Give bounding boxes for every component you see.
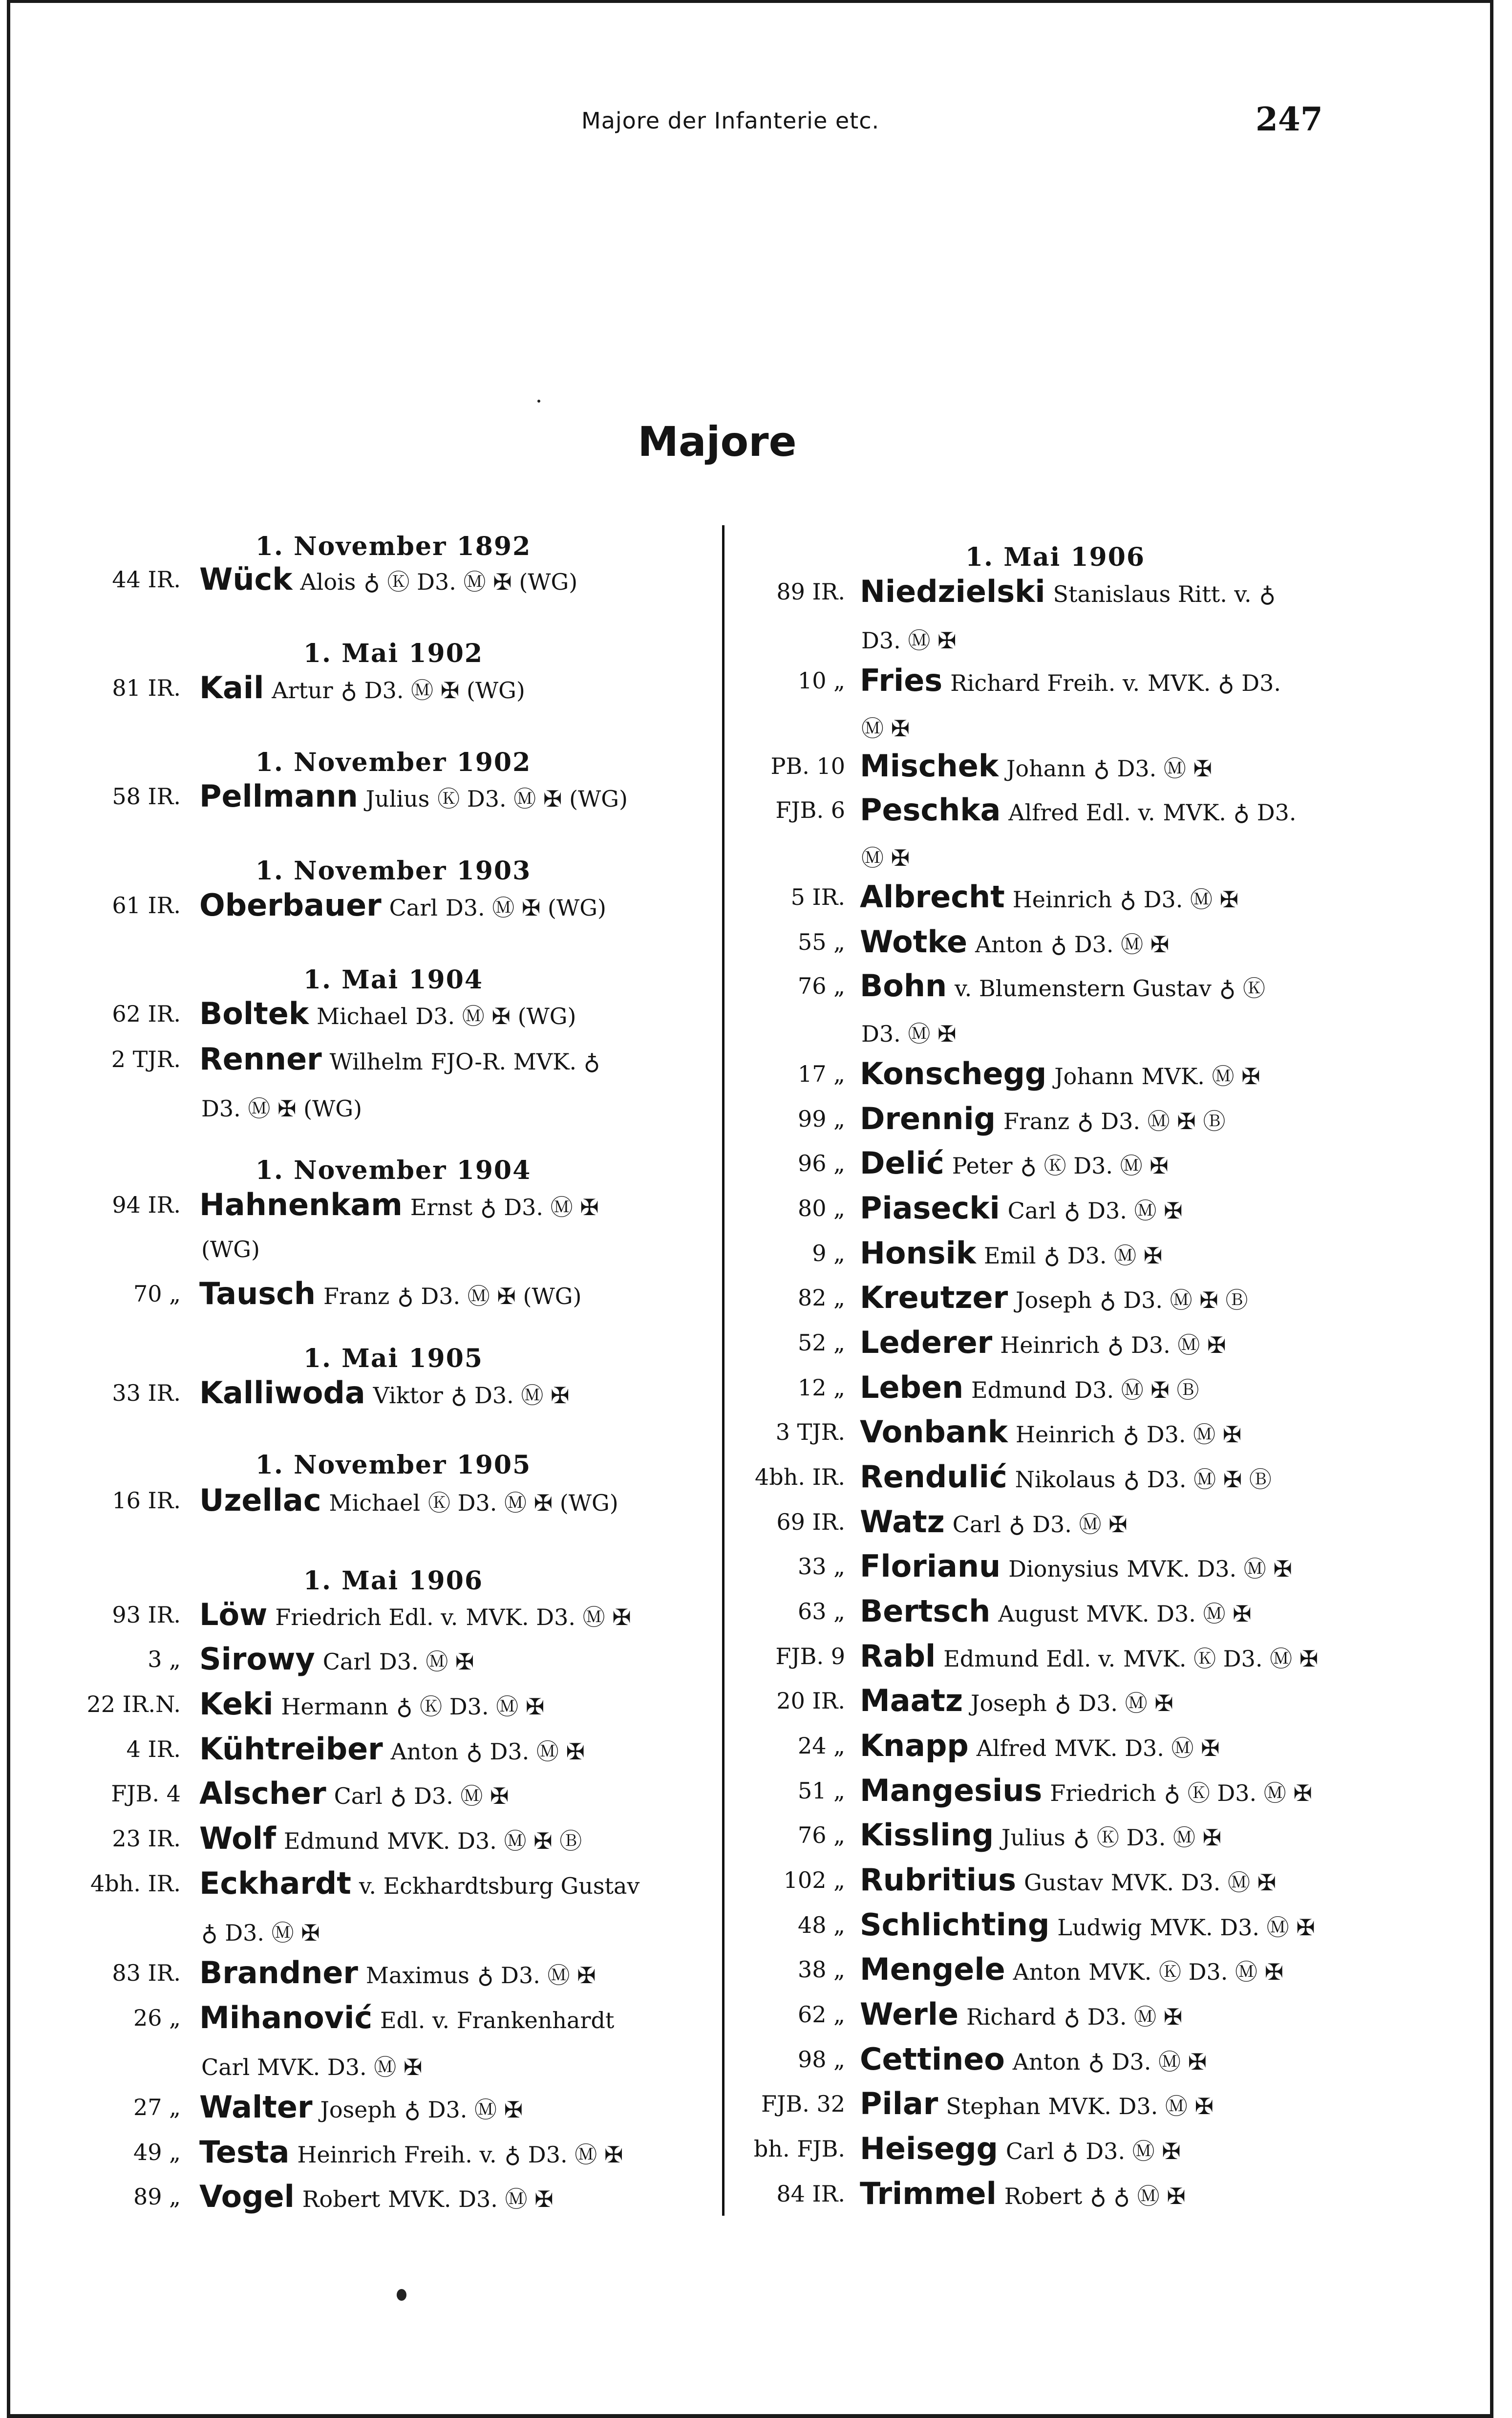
surname: Delić bbox=[860, 1145, 944, 1181]
unit-label: 9 „ bbox=[812, 1240, 845, 1266]
unit-label: 61 IR. bbox=[112, 892, 181, 919]
surname: Wolf bbox=[199, 1820, 276, 1856]
awards: ♁ D3. Ⓜ ✠ bbox=[1054, 1690, 1173, 1716]
given-name: Peter bbox=[952, 1153, 1013, 1179]
surname: Pellmann bbox=[199, 778, 358, 814]
awards: ♁ D3. Ⓜ ✠ bbox=[450, 1382, 570, 1409]
awards: ♁ D3. Ⓜ ✠ Ⓑ bbox=[1100, 1287, 1248, 1313]
awards: MVK. D3. Ⓜ ✠ bbox=[1127, 1556, 1292, 1582]
date-heading: 1. Mai 1906 bbox=[303, 1566, 484, 1596]
surname: Kissling bbox=[860, 1817, 994, 1853]
awards: MVK. D3. Ⓜ ✠ bbox=[388, 2186, 554, 2212]
scan-border-right bbox=[1490, 0, 1493, 2418]
awards: ♁ D3. Ⓜ ✠ bbox=[1064, 2004, 1183, 2030]
surname: Trimmel bbox=[860, 2176, 997, 2211]
unit-label: 26 „ bbox=[133, 2005, 181, 2031]
surname: Hahnenkam bbox=[199, 1187, 403, 1222]
date-heading: 1. November 1902 bbox=[255, 748, 532, 777]
awards: ♁ D3. Ⓜ ✠ bbox=[1093, 755, 1213, 782]
given-name: Artur bbox=[272, 677, 333, 704]
given-name: Richard bbox=[966, 2004, 1056, 2030]
given-name: Franz bbox=[1003, 1108, 1070, 1134]
awards: ♁ Ⓚ D3. Ⓜ ✠ bbox=[1020, 1153, 1169, 1179]
awards: ♁ D3. Ⓜ ✠ bbox=[1043, 1242, 1163, 1269]
surname: Kalliwoda bbox=[199, 1375, 365, 1411]
surname: Knapp bbox=[860, 1728, 969, 1763]
entry-continuation: (WG) bbox=[201, 1236, 260, 1262]
awards: MVK. ♁ D3. bbox=[1163, 799, 1297, 826]
awards: MVK. D3. Ⓜ ✠ bbox=[466, 1604, 631, 1630]
surname: Pilar bbox=[860, 2086, 938, 2121]
given-name: Alois bbox=[300, 569, 356, 595]
awards: ♁ D3. Ⓜ ✠ Ⓑ bbox=[1123, 1466, 1272, 1493]
unit-label: 4bh. IR. bbox=[90, 1870, 181, 1897]
given-name: August bbox=[998, 1601, 1079, 1627]
unit-label: 99 „ bbox=[798, 1106, 845, 1132]
given-name: Heinrich Freih. v. bbox=[297, 2141, 497, 2168]
given-name: Friedrich Edl. v. bbox=[275, 1604, 458, 1630]
entry-continuation: Carl MVK. D3. Ⓜ ✠ bbox=[201, 2054, 423, 2080]
entry-continuation: Ⓜ ✠ bbox=[861, 715, 910, 742]
unit-label: 96 „ bbox=[798, 1150, 845, 1177]
surname: Maatz bbox=[860, 1683, 963, 1718]
awards: ♁ D3. Ⓜ ✠ bbox=[1107, 1332, 1226, 1358]
given-name: Alfred Edl. v. bbox=[1008, 799, 1155, 826]
unit-label: 89 IR. bbox=[776, 578, 845, 605]
awards: MVK. D3. Ⓜ ✠ bbox=[1054, 1735, 1220, 1761]
given-name: Edl. v. Frankenhardt bbox=[380, 2007, 615, 2033]
surname: Rendulić bbox=[860, 1459, 1007, 1495]
unit-label: FJB. 6 bbox=[775, 797, 845, 823]
surname: Piasecki bbox=[860, 1190, 1000, 1226]
awards: MVK. Ⓚ D3. Ⓜ ✠ bbox=[1123, 1646, 1319, 1672]
surname: Kühtreiber bbox=[199, 1731, 383, 1767]
given-name: Richard Freih. v. bbox=[950, 670, 1140, 696]
unit-label: 102 „ bbox=[783, 1867, 845, 1893]
surname: Niedzielski bbox=[860, 574, 1045, 609]
given-name: Emil bbox=[983, 1242, 1036, 1269]
surname: Kail bbox=[199, 670, 264, 706]
unit-label: 98 „ bbox=[798, 2046, 845, 2073]
unit-label: 80 „ bbox=[798, 1195, 845, 1221]
given-name: Nikolaus bbox=[1015, 1466, 1116, 1493]
awards: MVK. ♁ D3. bbox=[1148, 670, 1281, 696]
given-name: Viktor bbox=[373, 1382, 443, 1409]
surname: Cettineo bbox=[860, 2041, 1005, 2077]
unit-label: 5 IR. bbox=[790, 884, 845, 910]
given-name: Carl bbox=[1005, 2138, 1055, 2164]
surname: Brandner bbox=[199, 1955, 358, 1990]
date-heading: 1. Mai 1904 bbox=[303, 965, 484, 995]
unit-label: 84 IR. bbox=[776, 2181, 845, 2207]
given-name: Friedrich bbox=[1050, 1780, 1156, 1806]
awards: ♁ D3. Ⓜ ✠ Ⓑ bbox=[1077, 1108, 1226, 1134]
awards: D3. Ⓜ ✠ Ⓑ bbox=[1074, 1377, 1199, 1403]
surname: Honsik bbox=[860, 1235, 977, 1271]
surname: Mengele bbox=[860, 1951, 1005, 1987]
given-name: Julius bbox=[365, 786, 430, 812]
date-heading: 1. November 1904 bbox=[255, 1156, 532, 1185]
awards: ♁ D3. Ⓜ ✠ bbox=[1064, 1198, 1183, 1224]
page-number: 247 bbox=[1256, 100, 1323, 138]
surname: Mischek bbox=[860, 748, 999, 784]
awards: ♁ D3. Ⓜ ✠ (WG) bbox=[341, 677, 525, 704]
awards: ♁ bbox=[1259, 581, 1276, 607]
surname: Vogel bbox=[199, 2179, 295, 2214]
unit-label: 62 „ bbox=[798, 2001, 845, 2028]
surname: Renner bbox=[199, 1041, 322, 1077]
unit-label: 69 IR. bbox=[776, 1509, 845, 1535]
unit-label: 10 „ bbox=[798, 667, 845, 694]
surname: Heisegg bbox=[860, 2131, 998, 2166]
awards: FJO-R. MVK. ♁ bbox=[430, 1049, 600, 1075]
date-heading: 1. November 1903 bbox=[255, 856, 532, 886]
scan-border-bottom bbox=[7, 2414, 1493, 2418]
unit-label: 55 „ bbox=[798, 929, 845, 955]
unit-label: 33 „ bbox=[798, 1553, 845, 1580]
surname: Konschegg bbox=[860, 1056, 1047, 1091]
given-name: Carl bbox=[1007, 1198, 1056, 1224]
surname: Rabl bbox=[860, 1638, 936, 1674]
given-name: Hermann bbox=[281, 1693, 389, 1720]
given-name: Johann bbox=[1054, 1063, 1134, 1090]
unit-label: 62 IR. bbox=[112, 1001, 181, 1027]
given-name: Anton bbox=[975, 931, 1043, 958]
surname: Eckhardt bbox=[199, 1865, 351, 1901]
given-name: Stanislaus Ritt. v. bbox=[1053, 581, 1252, 607]
unit-label: bh. FJB. bbox=[753, 2136, 845, 2162]
given-name: Joseph bbox=[971, 1690, 1047, 1716]
unit-label: 33 IR. bbox=[112, 1380, 181, 1406]
date-heading: 1. November 1905 bbox=[255, 1450, 532, 1480]
surname: Testa bbox=[199, 2134, 290, 2170]
scan-speck bbox=[537, 400, 540, 403]
date-heading: 1. Mai 1906 bbox=[965, 542, 1146, 572]
awards: MVK. D3. Ⓜ ✠ Ⓑ bbox=[387, 1828, 582, 1854]
given-name: Franz bbox=[323, 1283, 390, 1309]
entry-continuation: D3. Ⓜ ✠ bbox=[861, 627, 957, 654]
running-title: Majore der Infanterie etc. bbox=[581, 107, 880, 134]
given-name: Heinrich bbox=[1012, 886, 1112, 913]
unit-label: 20 IR. bbox=[776, 1688, 845, 1714]
unit-label: 12 „ bbox=[798, 1374, 845, 1401]
surname: Tausch bbox=[199, 1276, 316, 1311]
date-heading: 1. November 1892 bbox=[255, 532, 532, 561]
unit-label: 3 TJR. bbox=[775, 1419, 845, 1445]
unit-label: 89 „ bbox=[133, 2183, 181, 2210]
surname: Boltek bbox=[199, 996, 309, 1031]
unit-label: 16 IR. bbox=[112, 1487, 181, 1514]
surname: Wück bbox=[199, 561, 293, 597]
given-name: Stephan bbox=[946, 2093, 1041, 2119]
given-name: Ludwig bbox=[1057, 1914, 1142, 1941]
unit-label: 58 IR. bbox=[112, 783, 181, 810]
surname: Sirowy bbox=[199, 1641, 315, 1677]
given-name: Anton bbox=[390, 1738, 459, 1765]
awards: ♁ D3. Ⓜ ✠ bbox=[1062, 2138, 1181, 2164]
awards: ♁ D3. Ⓜ ✠ bbox=[1050, 931, 1170, 958]
awards: ♁ D3. Ⓜ ✠ bbox=[404, 2097, 523, 2123]
unit-label: 44 IR. bbox=[112, 566, 181, 593]
given-name: Anton bbox=[1013, 1959, 1081, 1985]
awards: ♁ D3. Ⓜ ✠ bbox=[1088, 2049, 1207, 2075]
awards: MVK. Ⓜ ✠ bbox=[1141, 1063, 1260, 1090]
column-divider bbox=[722, 525, 724, 2216]
surname: Keki bbox=[199, 1686, 274, 1722]
awards: MVK. Ⓚ D3. Ⓜ ✠ bbox=[1088, 1959, 1284, 1985]
scan-border-left bbox=[7, 0, 10, 2418]
given-name: Johann bbox=[1006, 755, 1086, 782]
unit-label: 52 „ bbox=[798, 1329, 845, 1356]
unit-label: 70 „ bbox=[133, 1281, 181, 1307]
surname: Drennig bbox=[860, 1101, 996, 1136]
awards: D3. Ⓜ ✠ bbox=[379, 1648, 474, 1675]
unit-label: 63 „ bbox=[798, 1598, 845, 1625]
awards: ♁ D3. Ⓜ ✠ bbox=[504, 2141, 623, 2168]
unit-label: 49 „ bbox=[133, 2139, 181, 2165]
surname: Vonbank bbox=[860, 1414, 1008, 1450]
awards: ♁ D3. Ⓜ ✠ bbox=[1123, 1421, 1242, 1448]
awards: ♁ D3. Ⓜ ✠ bbox=[390, 1783, 509, 1809]
given-name: Edmund bbox=[283, 1828, 380, 1854]
given-name: v. Eckhardtsburg Gustav bbox=[359, 1873, 640, 1899]
entry-continuation: Ⓜ ✠ bbox=[861, 845, 910, 871]
surname: Bertsch bbox=[860, 1593, 991, 1629]
unit-label: 27 „ bbox=[133, 2094, 181, 2120]
surname: Albrecht bbox=[860, 879, 1005, 915]
awards: ♁ D3. Ⓜ ✠ bbox=[1008, 1511, 1128, 1538]
unit-label: 48 „ bbox=[798, 1912, 845, 1938]
surname: Werle bbox=[860, 1996, 959, 2032]
awards: ♁ D3. Ⓜ ✠ bbox=[466, 1738, 585, 1765]
section-title: Majore bbox=[638, 418, 797, 466]
given-name: Edmund bbox=[971, 1377, 1067, 1403]
surname: Lederer bbox=[860, 1325, 993, 1360]
surname: Rubritius bbox=[860, 1862, 1017, 1898]
given-name: Wilhelm bbox=[329, 1049, 423, 1075]
unit-label: 22 IR.N. bbox=[86, 1691, 181, 1717]
given-name: Gustav bbox=[1023, 1869, 1103, 1896]
unit-label: 93 IR. bbox=[112, 1602, 181, 1628]
unit-label: 38 „ bbox=[798, 1956, 845, 1983]
unit-label: 23 IR. bbox=[112, 1825, 181, 1852]
awards: MVK. D3. Ⓜ ✠ bbox=[1048, 2093, 1214, 2119]
awards: ♁ Ⓚ bbox=[1219, 975, 1266, 1002]
awards: Ⓚ D3. Ⓜ ✠ (WG) bbox=[437, 786, 628, 812]
unit-label: 2 TJR. bbox=[111, 1046, 181, 1072]
awards: MVK. D3. Ⓜ ✠ bbox=[1150, 1914, 1315, 1941]
unit-label: 94 IR. bbox=[112, 1192, 181, 1218]
surname: Watz bbox=[860, 1504, 945, 1540]
given-name: Edmund Edl. v. bbox=[943, 1646, 1116, 1672]
unit-label: 4 IR. bbox=[126, 1736, 181, 1762]
given-name: Julius bbox=[1001, 1824, 1065, 1851]
awards: MVK. D3. Ⓜ ✠ bbox=[1110, 1869, 1277, 1896]
unit-label: 3 „ bbox=[148, 1646, 181, 1672]
unit-label: 24 „ bbox=[798, 1733, 845, 1759]
awards: D3. Ⓜ ✠ (WG) bbox=[445, 895, 606, 921]
unit-label: 51 „ bbox=[798, 1777, 845, 1804]
unit-label: 4bh. IR. bbox=[754, 1464, 845, 1490]
given-name: Maximus bbox=[365, 1962, 469, 1989]
awards: ♁ D3. Ⓜ ✠ bbox=[480, 1194, 599, 1220]
entry-continuation: D3. Ⓜ ✠ (WG) bbox=[201, 1095, 362, 1122]
given-name: Robert bbox=[302, 2186, 381, 2212]
given-name: Michael bbox=[316, 1003, 408, 1029]
given-name: Dionysius bbox=[1008, 1556, 1119, 1582]
given-name: Michael bbox=[329, 1490, 421, 1516]
unit-label: 83 IR. bbox=[112, 1960, 181, 1986]
surname: Peschka bbox=[860, 792, 1001, 828]
given-name: Ernst bbox=[410, 1194, 473, 1220]
unit-label: FJB. 4 bbox=[111, 1780, 181, 1807]
surname: Walter bbox=[199, 2089, 313, 2125]
given-name: Carl bbox=[389, 895, 438, 921]
given-name: Joseph bbox=[1016, 1287, 1092, 1313]
given-name: Carl bbox=[952, 1511, 1001, 1538]
awards: ♁ D3. Ⓜ ✠ bbox=[1120, 886, 1239, 913]
given-name: Carl bbox=[322, 1648, 372, 1675]
surname: Fries bbox=[860, 663, 943, 698]
unit-label: 76 „ bbox=[798, 973, 845, 999]
surname: Oberbauer bbox=[199, 887, 382, 923]
unit-label: FJB. 9 bbox=[775, 1643, 845, 1669]
surname: Florianu bbox=[860, 1548, 1001, 1584]
awards: ♁ Ⓚ D3. Ⓜ ✠ bbox=[1164, 1780, 1312, 1806]
awards: Ⓚ D3. Ⓜ ✠ (WG) bbox=[427, 1490, 618, 1516]
unit-label: PB. 10 bbox=[770, 753, 845, 779]
unit-label: 82 „ bbox=[798, 1284, 845, 1311]
date-heading: 1. Mai 1905 bbox=[303, 1344, 484, 1373]
surname: Wotke bbox=[860, 924, 968, 960]
unit-label: 76 „ bbox=[798, 1822, 845, 1848]
date-heading: 1. Mai 1902 bbox=[303, 639, 484, 668]
given-name: v. Blumenstern Gustav bbox=[955, 975, 1212, 1002]
awards: ♁ Ⓚ D3. Ⓜ ✠ bbox=[1073, 1824, 1222, 1851]
given-name: Carl bbox=[334, 1783, 383, 1809]
unit-label: 81 IR. bbox=[112, 675, 181, 701]
surname: Schlichting bbox=[860, 1907, 1050, 1943]
given-name: Anton bbox=[1012, 2049, 1081, 2075]
entry-continuation: D3. Ⓜ ✠ bbox=[861, 1021, 957, 1047]
given-name: Robert bbox=[1004, 2183, 1083, 2209]
given-name: Heinrich bbox=[1015, 1421, 1115, 1448]
entry-continuation: ♁ D3. Ⓜ ✠ bbox=[201, 1920, 320, 1946]
surname: Leben bbox=[860, 1369, 964, 1405]
surname: Bohn bbox=[860, 968, 947, 1004]
awards: ♁ D3. Ⓜ ✠ bbox=[477, 1962, 596, 1989]
awards: ♁ Ⓚ D3. Ⓜ ✠ (WG) bbox=[363, 569, 578, 595]
scan-speck bbox=[397, 2289, 406, 2301]
surname: Mangesius bbox=[860, 1773, 1043, 1808]
awards: D3. Ⓜ ✠ (WG) bbox=[415, 1003, 576, 1029]
surname: Kreutzer bbox=[860, 1280, 1008, 1315]
awards: ♁ D3. Ⓜ ✠ (WG) bbox=[397, 1283, 582, 1309]
unit-label: 17 „ bbox=[798, 1061, 845, 1087]
given-name: Heinrich bbox=[1000, 1332, 1100, 1358]
given-name: Alfred bbox=[976, 1735, 1047, 1761]
awards: MVK. D3. Ⓜ ✠ bbox=[1086, 1601, 1252, 1627]
awards: ♁ ♁ Ⓜ ✠ bbox=[1090, 2183, 1186, 2209]
scan-border-top bbox=[7, 0, 1493, 3]
given-name: Joseph bbox=[320, 2097, 397, 2123]
surname: Alscher bbox=[199, 1776, 326, 1811]
unit-label: FJB. 32 bbox=[761, 2091, 845, 2117]
surname: Uzellac bbox=[199, 1482, 321, 1518]
surname: Mihanović bbox=[199, 2000, 373, 2035]
surname: Löw bbox=[199, 1597, 268, 1632]
awards: ♁ Ⓚ D3. Ⓜ ✠ bbox=[396, 1693, 545, 1720]
